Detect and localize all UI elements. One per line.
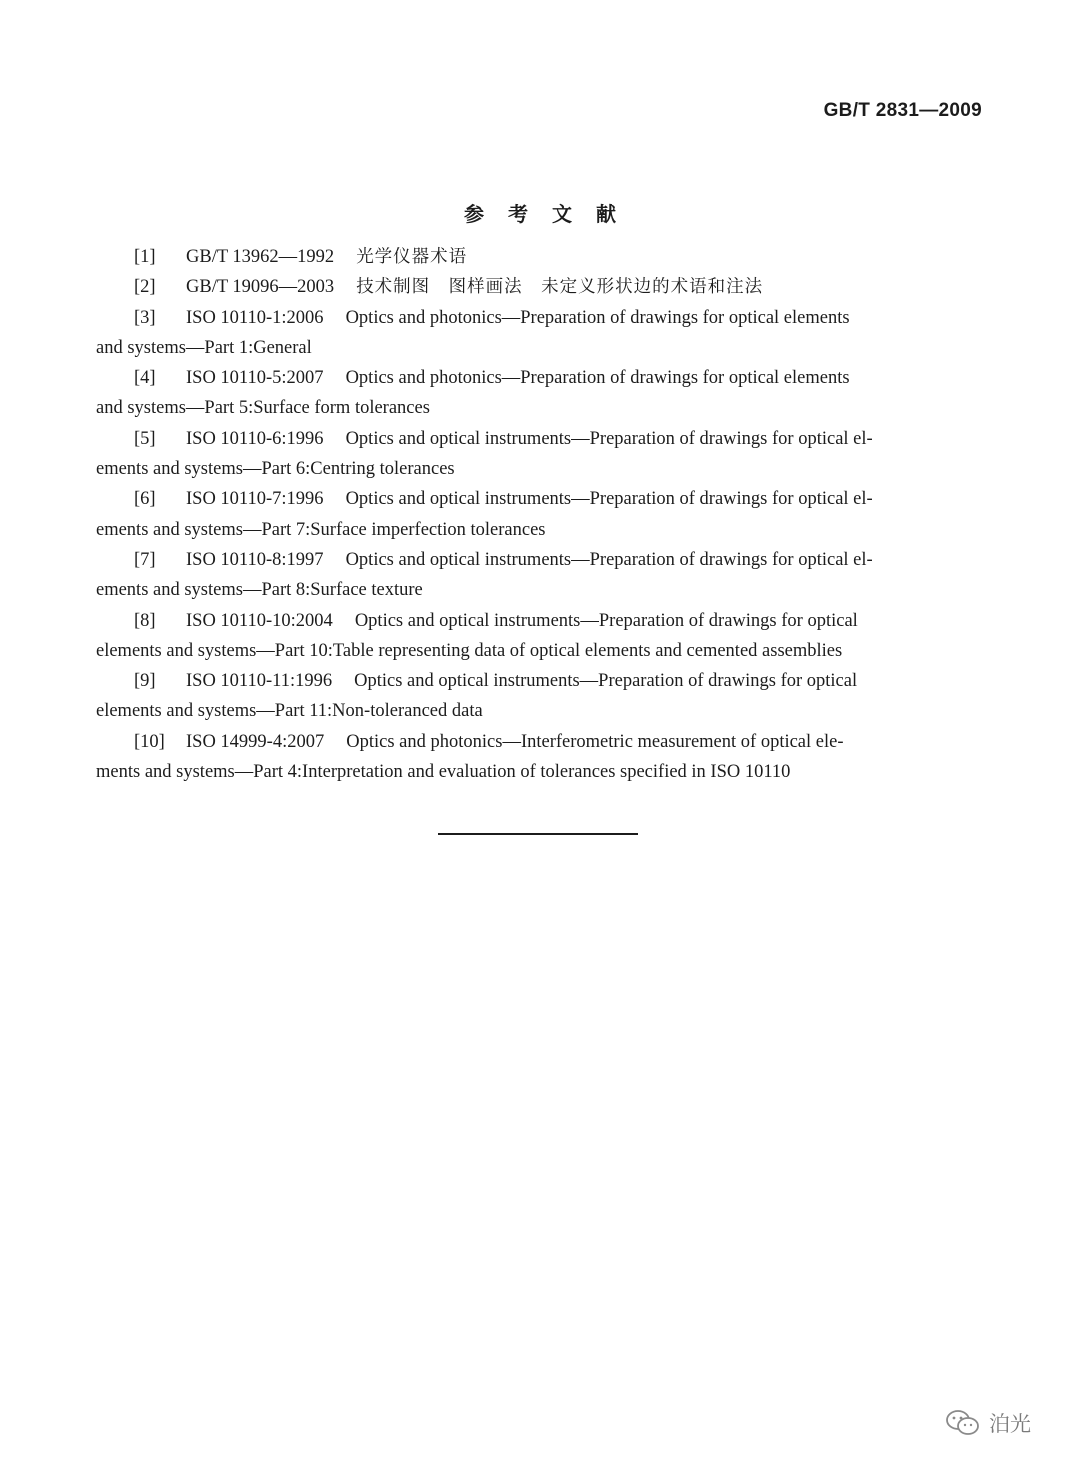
reference-title: Optics and optical instruments—Preparation of drawings for optical: [354, 610, 858, 631]
reference-title: Optics and optical instruments—Preparation of drawings for optical el-: [345, 428, 873, 449]
heading-char: 献: [596, 202, 616, 226]
wechat-icon: [945, 1409, 981, 1437]
reference-title-continued: ments and systems—Part 4:Interpretation and evaluation of tolerances specified in ISO 10110: [96, 762, 791, 783]
reference-code: ISO 10110-11:1996: [186, 671, 333, 692]
reference-title: Optics and photonics—Preparation of drawings for optical elements: [345, 307, 850, 328]
reference-item: [96, 424, 982, 485]
reference-title-continued: and systems—Part 5:Surface form tolerances: [96, 398, 430, 419]
heading-char: 文: [552, 202, 572, 226]
reference-title-continued: elements and systems—Part 10:Table representing data of optical elements and cemented assemblies: [96, 640, 843, 661]
standard-number: GB/T 2831—2009: [823, 100, 982, 121]
reference-title: Optics and optical instruments—Preparation of drawings for optical el-: [345, 489, 873, 510]
reference-number: [4]: [134, 368, 156, 389]
heading-char: 考: [508, 202, 528, 226]
reference-title: Optics and photonics—Preparation of drawings for optical elements: [345, 368, 850, 389]
reference-item: [96, 272, 982, 302]
reference-title: Optics and photonics—Interferometric measurement of optical ele-: [346, 731, 844, 752]
reference-number: [9]: [134, 671, 156, 692]
reference-title-continued: ements and systems—Part 8:Surface texture: [96, 580, 423, 601]
reference-code: GB/T 19096—2003: [186, 277, 335, 298]
reference-code: ISO 10110-6:1996: [186, 428, 324, 449]
reference-number: [7]: [134, 549, 156, 570]
reference-code: ISO 10110-8:1997: [186, 549, 324, 570]
reference-item: [96, 303, 982, 364]
reference-item: [96, 484, 982, 545]
reference-item: [96, 727, 982, 788]
reference-code: GB/T 13962—1992: [186, 247, 335, 267]
watermark-text: 泊光: [989, 1412, 1031, 1436]
reference-code: ISO 10110-10:2004: [186, 610, 333, 631]
reference-item: [96, 242, 982, 272]
reference-number: [2]: [134, 277, 156, 298]
reference-title: Optics and optical instruments—Preparation of drawings for optical el-: [345, 549, 873, 570]
reference-number: [3]: [134, 307, 156, 328]
reference-item: [96, 363, 982, 424]
reference-title-continued: and systems—Part 1:General: [96, 337, 312, 358]
reference-code: ISO 10110-5:2007: [186, 368, 324, 389]
reference-number: [1]: [134, 247, 156, 267]
reference-title-continued: ements and systems—Part 7:Surface imperfection tolerances: [96, 519, 546, 540]
heading-char: 参: [464, 202, 484, 226]
reference-item: [96, 606, 982, 667]
reference-title-continued: ements and systems—Part 6:Centring tolerances: [96, 459, 455, 480]
reference-number: [10]: [134, 731, 165, 752]
reference-title: Optics and optical instruments—Preparation of drawings for optical: [354, 671, 858, 692]
references-heading: [0, 198, 1080, 227]
reference-code: ISO 10110-7:1996: [186, 489, 324, 510]
reference-title: 技术制图 图样画法 未定义形状边的术语和注法: [356, 277, 764, 298]
reference-code: ISO 14999-4:2007: [186, 731, 325, 752]
source-watermark: [945, 1408, 1031, 1438]
reference-list: [96, 242, 982, 787]
reference-item: [96, 545, 982, 606]
reference-title: 光学仪器术语: [356, 247, 468, 267]
reference-number: [6]: [134, 489, 156, 510]
reference-title-continued: elements and systems—Part 11:Non-toleranced data: [96, 701, 483, 722]
end-rule: [438, 833, 638, 835]
reference-number: [8]: [134, 610, 156, 631]
reference-code: ISO 10110-1:2006: [186, 307, 324, 328]
reference-item: [96, 666, 982, 727]
reference-number: [5]: [134, 428, 156, 449]
